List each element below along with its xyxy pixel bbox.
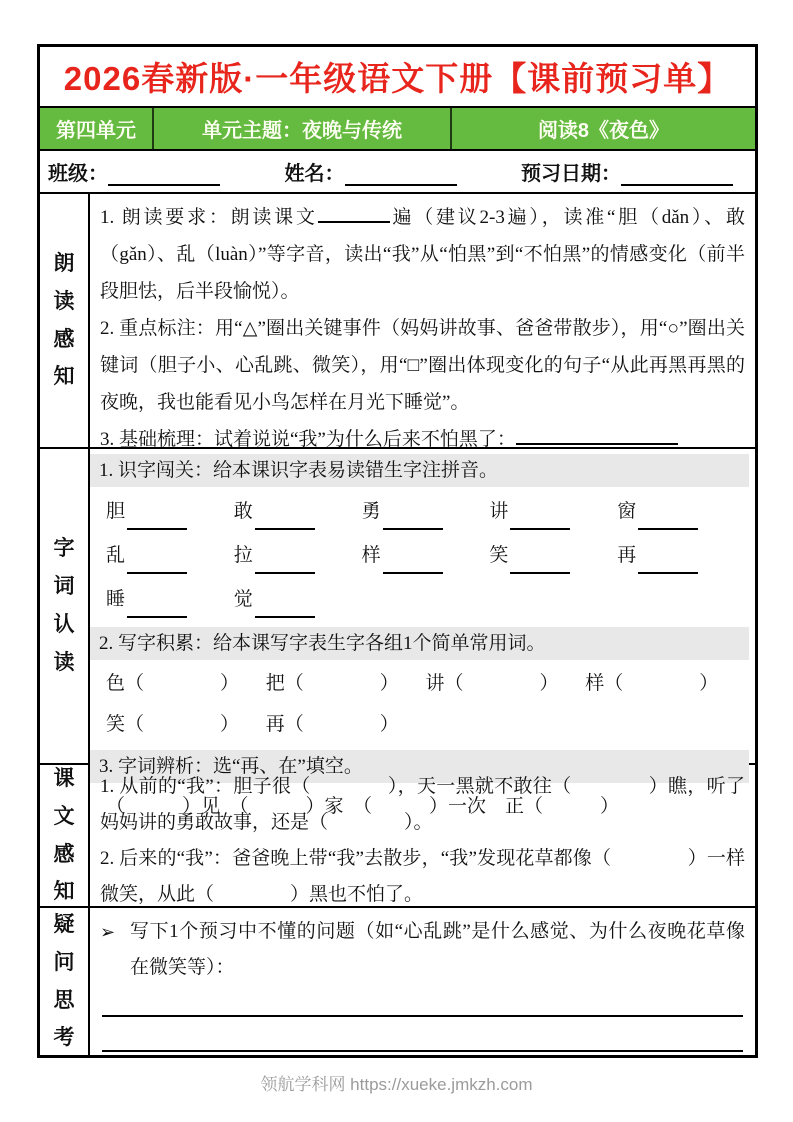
site-watermark: 领航学科网 https://xueke.jmkzh.com [260, 1075, 533, 1094]
section-label-words: 字词认读 [40, 449, 90, 763]
worksheet-title-row [40, 47, 755, 106]
section-reading-perception [40, 192, 755, 450]
answer-line-1[interactable] [102, 1015, 743, 1017]
reading-item-1: 1. 朗读要求：朗读课文 遍（建议2-3遍），读准“胆（dǎn）、敢（gǎn）、乱（luàn）”等字音，读出“我”从“怕黑”到“不怕黑”的情感变化（前半段胆怯，后半段愉悦）。 [90, 199, 755, 310]
word-discrimination-row[interactable]: （ ）见 （ ）家 （ ）一次 正（ ） [106, 796, 620, 817]
unit-bar [40, 106, 755, 151]
class-group [48, 157, 220, 186]
section-label-text: 课文感知 [40, 765, 90, 906]
text-content [90, 765, 755, 906]
pinyin-task-heading: 1. 识字闯关：给本课识字表易读错生字注拼音。 [90, 454, 749, 487]
text-item-2: 2. 后来的“我”：爸爸晚上带“我”去散步，“我”发现花草都像（ ）一样微笑，从此（ ）黑也不怕了。 [100, 848, 745, 905]
page-title: 2026春新版·一年级语文下册【课前预习单】 [63, 60, 732, 97]
times-blank[interactable] [318, 202, 390, 223]
pinyin-blank[interactable] [127, 553, 187, 574]
section-question-thinking [40, 906, 755, 1055]
name-group [285, 157, 457, 186]
pinyin-blank[interactable] [255, 553, 315, 574]
class-blank[interactable] [108, 163, 220, 186]
reading-content [90, 194, 755, 450]
date-blank[interactable] [621, 163, 733, 186]
answer-line-2[interactable] [102, 1050, 743, 1052]
pinyin-blank[interactable] [510, 553, 570, 574]
pinyin-blank[interactable] [383, 509, 443, 530]
class-label: 班级： [48, 163, 108, 185]
section-label-reading: 朗读感知 [40, 194, 90, 447]
section-text-perception [40, 763, 755, 906]
name-label: 姓名： [284, 163, 345, 185]
unit-number: 第四单元 [40, 108, 154, 149]
reading-item-3: 3. 基础梳理：试着说说“我”为什么后来不怕黑了： [90, 421, 755, 458]
pinyin-blank[interactable] [510, 509, 570, 530]
section-label-question: 疑问思考 [40, 908, 90, 1055]
student-info-row [40, 151, 755, 192]
lesson-title: 阅读8《夜色》 [537, 120, 670, 142]
pinyin-row-1: 胆 敢 勇 讲 窗 [90, 490, 755, 534]
pinyin-blank[interactable] [383, 553, 443, 574]
pinyin-blank[interactable] [638, 509, 698, 530]
date-group [521, 157, 733, 186]
pinyin-blank[interactable] [127, 597, 187, 618]
pinyin-blank[interactable] [638, 553, 698, 574]
pinyin-row-2: 乱 拉 样 笑 再 [90, 534, 755, 578]
word-building-heading: 2. 写字积累：给本课写字表生字各组1个简单常用词。 [90, 627, 749, 660]
arrow-bullet-icon: ➢ [100, 922, 116, 942]
word-building-row-2: 笑（ ） 再（ ） [106, 714, 399, 735]
reading-item-2: 2. 重点标注：用“△”圈出关键事件（妈妈讲故事、爸爸带散步），用“○”圈出关键词（胆子小、心乱跳、微笑），用“□”圈出体现变化的句子“从此再黑再黑的夜晚，我也能看见小鸟怎样在月光下睡觉”。 [100, 318, 745, 413]
question-prompt-line [90, 908, 755, 986]
pinyin-row-3: 睡 觉 [90, 578, 755, 622]
unit-theme: 单元主题：夜晚与传统 [154, 108, 452, 149]
word-building-row-1: 色（ ） 把（ ） 讲（ ） 样（ ） [106, 673, 719, 694]
pinyin-blank[interactable] [255, 597, 315, 618]
name-blank[interactable] [345, 163, 457, 186]
word-discrimination-heading: 3. 字词辨析：选“再、在”填空。 [90, 750, 749, 783]
reason-blank[interactable] [516, 424, 678, 445]
text-item-1: 1. 从前的“我”：胆子很（ ），天一黑就不敢往（ ）瞧，听了妈妈讲的勇敢故事，还是（ ）。 [100, 776, 745, 833]
pinyin-blank[interactable] [127, 509, 187, 530]
pinyin-blank[interactable] [255, 509, 315, 530]
worksheet [37, 44, 758, 1058]
date-label: 预习日期： [521, 163, 621, 185]
question-content [90, 908, 755, 1055]
question-prompt: 写下1个预习中不懂的问题（如“心乱跳”是什么感觉、为什么夜晚花草像在微笑等）： [130, 921, 745, 978]
